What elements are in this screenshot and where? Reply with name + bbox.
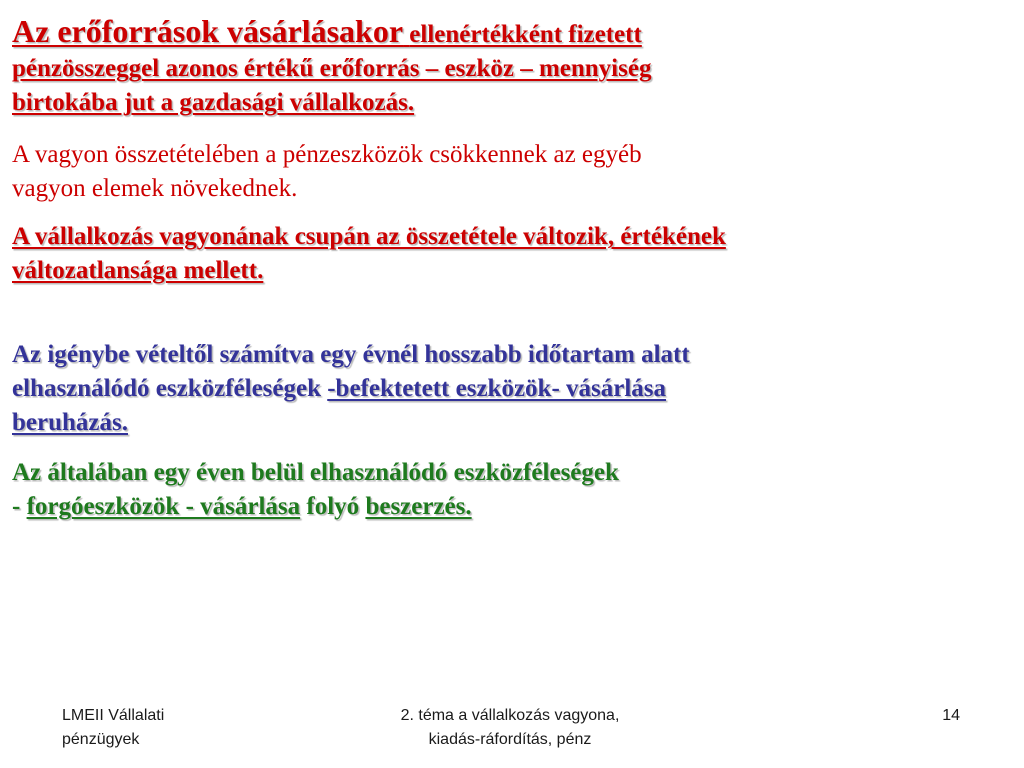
paragraph4-line3: beruházás. <box>12 409 128 436</box>
paragraph4-line2-plain: elhasználódó eszközféleségek <box>12 375 321 402</box>
paragraph-resource-purchase <box>12 14 1012 120</box>
paragraph5-line1: Az általában egy éven belül elhasználódó eszközféleségek <box>12 459 619 486</box>
paragraph4-line1: Az igénybe vételtől számítva egy évnél hosszabb időtartam alatt <box>12 341 690 368</box>
footer-center-line2: kiadás-ráfordítás, pénz <box>428 731 592 748</box>
slide-content <box>12 14 1012 524</box>
paragraph2-line2: vagyon elemek növekednek. <box>12 175 298 202</box>
paragraph4-line2-underlined: -befektetett eszközök- vásárlása <box>327 375 667 402</box>
paragraph1-line2: pénzösszeggel azonos értékű erőforrás – eszköz – mennyiség <box>12 55 652 82</box>
paragraph1-line1 <box>12 13 642 49</box>
footer-course-name <box>62 704 262 752</box>
footer-left-line2: pénzügyek <box>62 731 140 748</box>
paragraph1-line1-rest: ellenértékként fizetett <box>409 21 642 48</box>
paragraph3-line2: változatlansága mellett. <box>12 257 264 284</box>
paragraph1-line3: birtokába jut a gazdasági vállalkozás. <box>12 89 415 116</box>
paragraph2-line1: A vagyon összetételében a pénzeszközök csökkennek az egyéb <box>12 141 642 168</box>
paragraph-asset-composition <box>12 138 1012 206</box>
paragraph-investment <box>12 338 1012 440</box>
paragraph3-line1: A vállalkozás vagyonának csupán az összetétele változik, értékének <box>12 223 726 250</box>
paragraph5-line2-dash: - <box>12 493 21 520</box>
footer-left-line1: LMEII Vállalati <box>62 707 165 724</box>
paragraph5-line2-underlined1: forgóeszközök - vásárlása <box>26 493 301 520</box>
paragraph-current-assets <box>12 456 1012 524</box>
footer-center-line1: 2. téma a vállalkozás vagyona, <box>400 707 620 724</box>
footer-topic <box>340 704 680 752</box>
paragraph-value-unchanged <box>12 220 1012 288</box>
paragraph1-title: Az erőforrások vásárlásakor <box>12 13 404 49</box>
paragraph5-line2-plain: folyó <box>306 493 360 520</box>
footer-page-number: 14 <box>942 707 960 724</box>
paragraph5-line2-underlined2: beszerzés. <box>365 493 472 520</box>
